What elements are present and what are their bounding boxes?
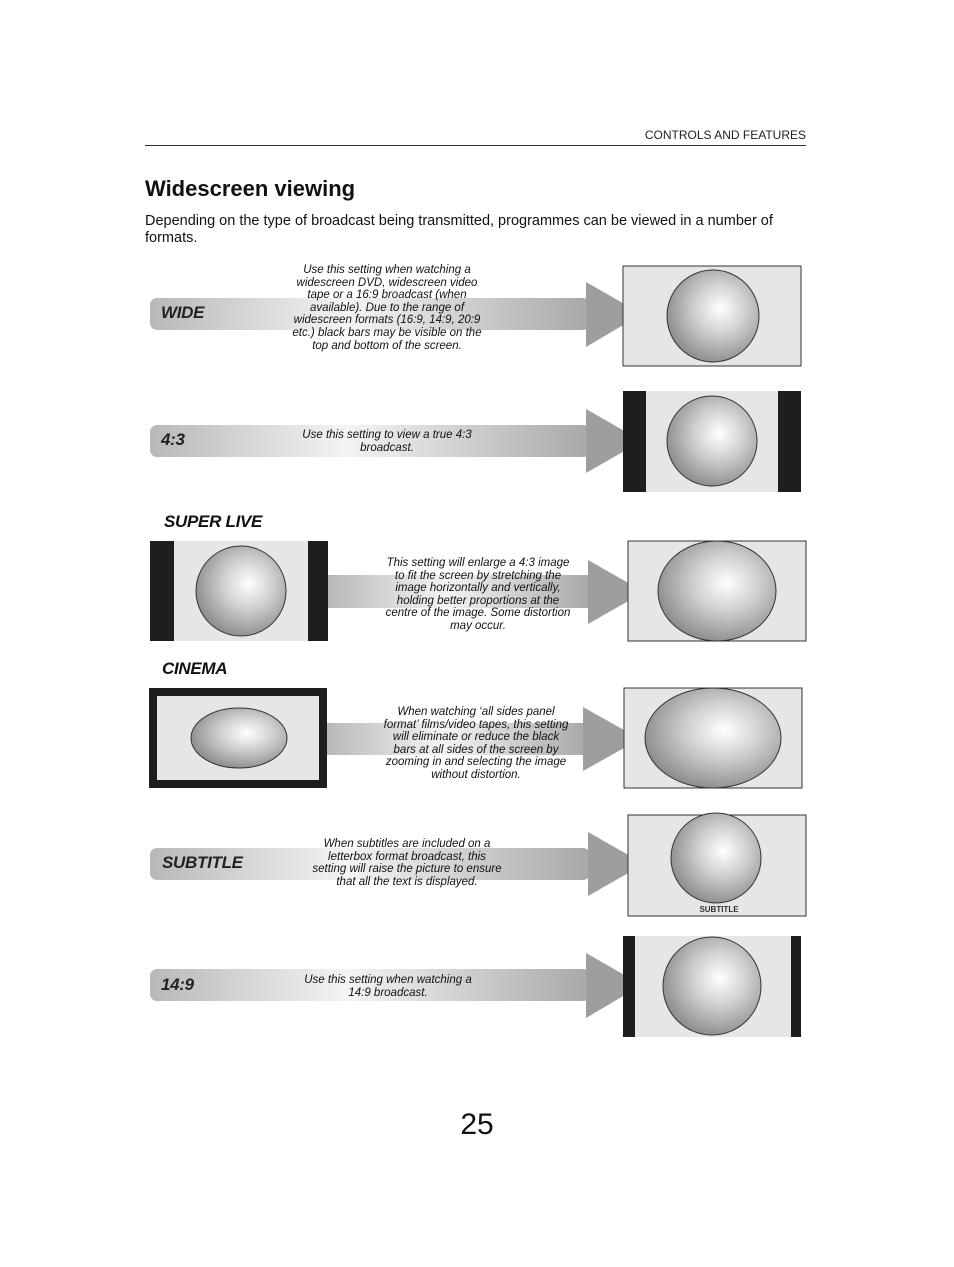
section-header: CONTROLS AND FEATURES: [644, 128, 806, 142]
super-live-description: This setting will enlarge a 4:3 image to fit the screen by stretching the image horizontally and vertically, holding better proportions at the centre of the image. Some distortion may occur.: [385, 557, 571, 632]
fourteen-nine-screen-illustration: [623, 936, 801, 1037]
subtitle-label: SUBTITLE: [162, 853, 243, 872]
page-number: 25: [460, 1108, 494, 1141]
super-live-result-screen: [628, 541, 806, 641]
cinema-source-screen: [149, 688, 327, 788]
subtitle-description: When subtitles are included on a letterbox format broadcast, this setting will raise the picture to ensure that all the text is displayed.: [312, 838, 502, 888]
four-three-screen-illustration: [623, 391, 801, 492]
cinema-description: When watching ‘all sides panel format’ films/video tapes, this setting will eliminate or reduce the black bars at all sides of the screen by zooming in and selecting the image without distortion.: [383, 706, 569, 781]
fourteen-nine-description: Use this setting when watching a 14:9 broadcast.: [304, 974, 472, 999]
wide-description: Use this setting when watching a widescreen DVD, widescreen video tape or a 16:9 broadcast (when available). Due to the range of widescreen formats (16:9, 14:9, 20:9 etc.) black bars may be visible on the top and bottom of the screen.: [292, 264, 482, 352]
subtitle-screen-illustration: [628, 813, 806, 916]
intro-paragraph: Depending on the type of broadcast being transmitted, programmes can be viewed in a number of formats.: [145, 213, 773, 246]
cinema-label: CINEMA: [162, 659, 228, 678]
four-three-label: 4:3: [161, 430, 185, 449]
page-title: Widescreen viewing: [145, 176, 356, 201]
four-three-description: Use this setting to view a true 4:3 broadcast.: [302, 429, 472, 454]
cinema-result-screen: [624, 688, 802, 788]
subtitle-screen-caption: SUBTITLE: [699, 905, 739, 914]
super-live-source-screen: [150, 541, 328, 641]
super-live-label: SUPER LIVE: [164, 512, 263, 531]
wide-label: WIDE: [161, 303, 205, 322]
fourteen-nine-label: 14:9: [161, 975, 194, 994]
wide-screen-illustration: [623, 266, 801, 366]
